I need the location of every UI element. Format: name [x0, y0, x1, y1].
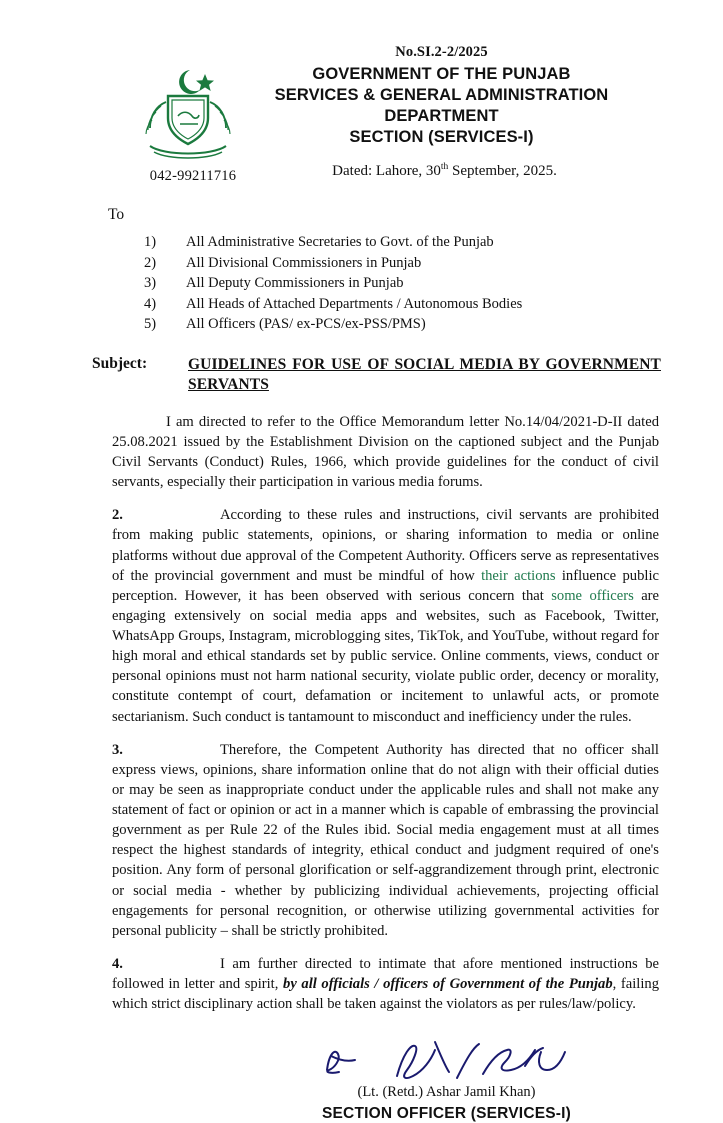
memo-number: No.SI.2-2/2025 [395, 44, 488, 60]
paragraph-2 [112, 505, 659, 726]
list-item-number: 2) [144, 254, 157, 271]
dated-line [226, 162, 683, 180]
header-center-block [226, 44, 683, 148]
list-item [144, 232, 683, 253]
paragraph-3 [112, 740, 659, 941]
org-line-4: SECTION (SERVICES-I) [349, 128, 534, 147]
highlighted-phrase-2: some officers [551, 587, 634, 604]
paragraph-4 [112, 954, 659, 1014]
paragraph-2-text-a: According to these rules and instructions, civil servants are prohibited from making public statements, opinions, or sharing information to media or online platforms without due approval of the Competent Authority. Officers serve as representatives of the provincial government and must be mindful of how [112, 507, 659, 584]
document-header [40, 44, 683, 184]
paragraph-4-text-b: , failing which strict disciplinary action shall be taken against the violators as per rules/law/policy. [112, 976, 660, 1013]
highlighted-phrase-1: their actions [481, 567, 556, 584]
list-item-number: 1) [144, 234, 157, 250]
paragraph-4-emphasis: by all officials / officers of Government of the Punjab [283, 976, 613, 993]
handwritten-signature-icon [220, 1036, 673, 1082]
list-item-number: 5) [144, 316, 157, 333]
list-item [144, 273, 683, 294]
to-label: To [108, 206, 125, 223]
document-body [40, 412, 683, 1015]
list-item [144, 314, 683, 335]
office-phone-number: 042-99211716 [149, 168, 237, 184]
paragraph-2-text-b: influence public perception. However, it has been observed with serious concern that [112, 567, 659, 604]
paragraph-3-number: 3. [112, 741, 123, 758]
dated-prefix: Dated: Lahore, 30 [332, 163, 441, 180]
list-item [144, 253, 683, 274]
list-item-label: All Officers (PAS/ ex-PCS/ex-PSS/PMS) [186, 316, 426, 333]
subject-title: GUIDELINES FOR USE OF SOCIAL MEDIA BY GOVERNMENT SERVANTS [188, 355, 661, 394]
list-item-label: All Heads of Attached Departments / Autonomous Bodies [186, 295, 523, 312]
dated-superscript: th [440, 162, 449, 173]
org-line-2: SERVICES & GENERAL ADMINISTRATION [274, 86, 609, 105]
paragraph-1-text: I am directed to refer to the Office Memorandum letter No.14/04/2021-D-II dated 25.08.2021 issued by the Establishment Division on the captioned subject and the Punjab Civil Servants (Conduct) Rules, 1966, which provide guidelines for the conduct of civil servants, especially their participation in various media forums. [112, 413, 659, 491]
paragraph-2-number: 2. [112, 507, 123, 524]
signatory-title: SECTION OFFICER (SERVICES-I) [321, 1105, 572, 1123]
list-item-label: All Deputy Commissioners in Punjab [186, 275, 404, 292]
subject-label: Subject: [92, 354, 148, 372]
list-item [144, 294, 683, 315]
paragraph-2-text-c: are engaging extensively on social media apps and websites, such as Facebook, Twitter, WhatsApp Groups, Instagram, microblogging sites, TikTok, and YouTube, without regard for high moral and ethical standards set by public service. Online comments, views, conduct or personal opinions must not harm national security, violate public order, decency or morality, constitute contempt of court, defamation or incitement to unlawful acts, or promote sectarianism. Such conduct is tantamount to misconduct and inefficiency under the rules. [112, 587, 660, 725]
punjab-government-emblem-icon [128, 62, 248, 172]
list-item-number: 4) [144, 295, 157, 312]
list-item-label: All Administrative Secretaries to Govt. of the Punjab [186, 234, 494, 250]
paragraph-4-number: 4. [112, 955, 123, 972]
signature-block [40, 1036, 683, 1123]
dated-suffix: September, 2025. [448, 163, 557, 180]
addressee-list [144, 232, 683, 335]
paragraph-4-text-a: I am further directed to intimate that afore mentioned instructions be followed in letter and spirit, [112, 955, 659, 993]
paragraph-1 [112, 412, 659, 493]
signatory-name: (Lt. (Retd.) Ashar Jamil Khan) [357, 1084, 536, 1101]
list-item-label: All Divisional Commissioners in Punjab [186, 254, 422, 271]
org-line-1: GOVERNMENT OF THE PUNJAB [312, 65, 571, 83]
subject-row [40, 355, 683, 396]
org-line-3: DEPARTMENT [384, 107, 499, 126]
paragraph-3-text: Therefore, the Competent Authority has directed that no officer shall express views, opinions, share information online that do not align with their official duties or may be seen as inappropriate conduct under the applicable rules and shall not make any statement of fact or opinion or act in a manner which is capable of embrassing the provincial government as per Rule 22 of the Rules ibid. Social media engagement must at all times respect the highest standards of integrity, ethical conduct and judgment required of one's position. Any form of personal glorification or self-aggrandizement through print, electronic or social media - whether by publicizing individual achievements, projecting official engagements for personal recognition, or otherwise utilizing governmental activities for personal publicity – shall be strictly prohibited. [112, 741, 659, 939]
list-item-number: 3) [144, 275, 157, 292]
